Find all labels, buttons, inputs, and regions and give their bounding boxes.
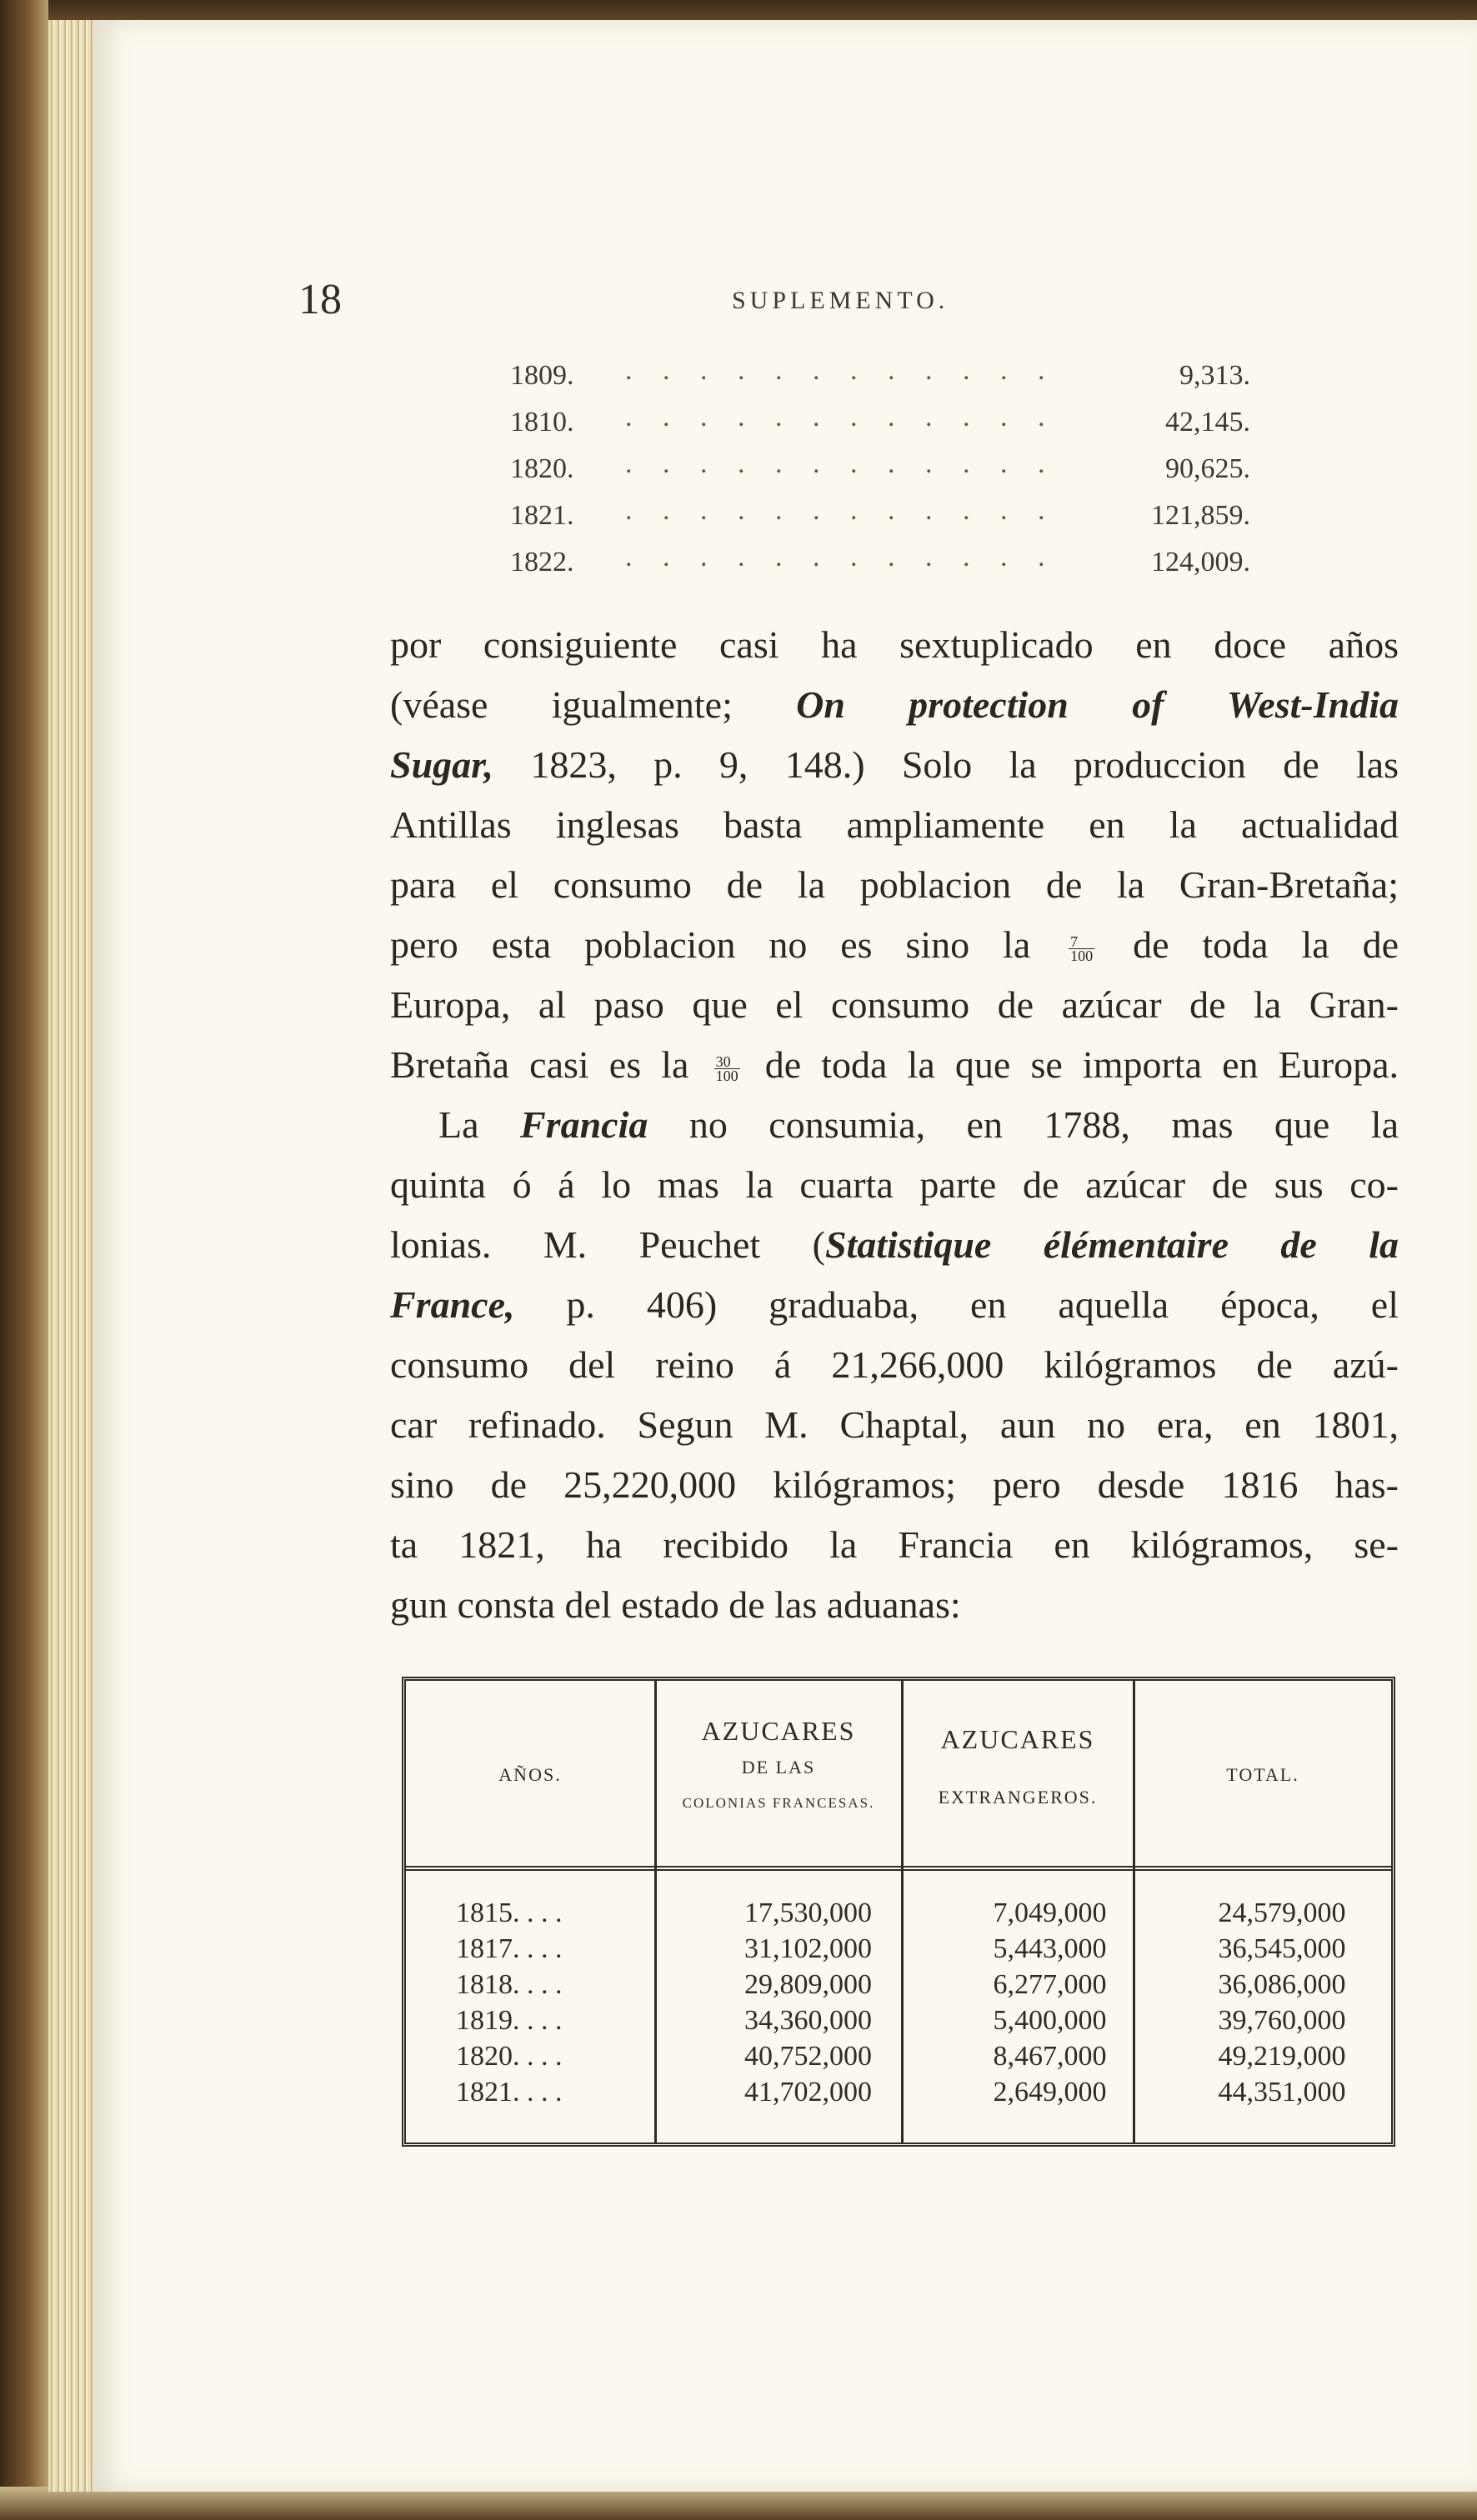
cell-year: 1818. . . . — [456, 1969, 563, 2000]
cell-extrangeros: 6,277,000 — [993, 1969, 1107, 2000]
text-span: Bretaña casi es la — [390, 1043, 709, 1086]
cell-colonias: 29,809,000 — [744, 1969, 872, 2000]
stat-year: 1822. — [510, 547, 574, 578]
fraction — [714, 1052, 740, 1084]
text-line — [390, 675, 1399, 735]
cell-total: 49,219,000 — [1218, 2041, 1346, 2072]
text-span: La — [438, 1103, 520, 1146]
text-span: 1823, p. 9, 148.) Solo la produccion de las — [493, 743, 1399, 786]
stat-value: 42,145. — [1165, 407, 1250, 438]
text-line — [390, 1275, 1399, 1335]
stat-row — [417, 542, 1250, 593]
header-total — [1134, 1764, 1391, 1786]
text-span: lonias. M. Peuchet ( — [390, 1223, 825, 1266]
year-statistics-list — [417, 355, 1250, 593]
page-number: 18 — [298, 276, 342, 323]
table-body — [406, 1898, 1391, 2112]
cell-colonias: 17,530,000 — [744, 1898, 872, 1928]
page-edges — [48, 20, 97, 2492]
body-text — [390, 615, 1399, 1635]
leader-dots: . . . . . . . . . . . . — [625, 542, 1057, 572]
text-span: Antillas inglesas basta ampliamente en la actualidad — [390, 803, 1399, 846]
running-title: SUPLEMENTO. — [732, 287, 949, 314]
citation-title: Statistique élémentaire de la — [824, 1223, 1399, 1266]
table-row — [406, 2041, 1391, 2077]
cell-total: 36,086,000 — [1218, 1969, 1346, 2000]
text-span: no consumia, en 1788, mas que la — [648, 1103, 1399, 1146]
text-span: Europa, al paso que el consumo de azúcar de la Gran- — [390, 983, 1399, 1026]
header-extrangeros-line2: EXTRANGEROS. — [938, 1787, 1098, 1808]
text-span: (véase igualmente; — [390, 683, 797, 726]
text-line — [390, 1575, 1399, 1635]
header-years — [406, 1764, 654, 1786]
header-colonias-line3: COLONIAS FRANCESAS. — [682, 1795, 875, 1811]
table-row — [406, 1969, 1391, 2005]
text-line — [390, 855, 1399, 915]
text-span: ta 1821, ha recibido la Francia en kilógramos, se- — [390, 1523, 1399, 1566]
cell-colonias: 34,360,000 — [744, 2005, 872, 2036]
cell-extrangeros: 2,649,000 — [993, 2077, 1107, 2108]
fraction-denominator: 100 — [715, 1067, 738, 1084]
fraction-numerator: 30 — [714, 1055, 740, 1069]
cell-extrangeros: 5,443,000 — [993, 1933, 1107, 1964]
cell-year: 1815. . . . — [456, 1898, 563, 1928]
stat-row — [417, 355, 1250, 407]
leader-dots: . . . . . . . . . . . . — [625, 402, 1057, 432]
page-header — [298, 275, 1024, 333]
header-colonias — [656, 1716, 901, 1812]
cell-total: 44,351,000 — [1218, 2077, 1346, 2108]
leader-dots: . . . . . . . . . . . . — [625, 448, 1057, 479]
text-line — [390, 1515, 1399, 1575]
stat-year: 1810. — [510, 407, 574, 438]
cell-year: 1817. . . . — [456, 1933, 563, 1964]
fraction-numerator: 7 — [1069, 935, 1094, 949]
leader-dots: . . . . . . . . . . . . — [625, 355, 1057, 386]
stat-year: 1821. — [510, 500, 574, 531]
text-span: consumo del reino á 21,266,000 kilógramos de azú- — [390, 1343, 1399, 1386]
header-colonias-line1: AZUCARES — [701, 1716, 856, 1746]
book-cover-spine — [0, 0, 48, 2520]
stat-row — [417, 495, 1250, 547]
text-span: de toda la de — [1099, 923, 1399, 966]
text-span: car refinado. Segun M. Chaptal, aun no era, en 1801, — [390, 1403, 1399, 1446]
text-line — [390, 615, 1399, 675]
fraction-denominator: 100 — [1070, 947, 1094, 964]
cell-extrangeros: 7,049,000 — [993, 1898, 1107, 1928]
stat-row — [417, 448, 1250, 500]
cell-year: 1819. . . . — [456, 2005, 563, 2036]
text-span: pero esta poblacion no es sino la — [390, 923, 1064, 966]
text-line — [390, 1215, 1399, 1275]
cell-year: 1821. . . . — [456, 2077, 563, 2108]
citation-title: On protection of West-India — [796, 683, 1399, 726]
text-line — [390, 795, 1399, 855]
header-rule — [406, 1866, 1391, 1871]
fraction — [1069, 932, 1094, 964]
text-span: de toda la que se importa en Europa. — [744, 1043, 1399, 1086]
cell-total: 39,760,000 — [1218, 2005, 1346, 2036]
header-extrangeros — [903, 1724, 1133, 1808]
stat-value: 121,859. — [1151, 500, 1250, 531]
text-span: gun consta del estado de las aduanas: — [390, 1583, 961, 1626]
citation-title: Sugar, — [390, 743, 494, 786]
table-row — [406, 2005, 1391, 2041]
text-span: p. 406) graduaba, en aquella época, el — [514, 1283, 1399, 1326]
text-line — [390, 1035, 1399, 1095]
header-total-label: TOTAL. — [1226, 1764, 1299, 1785]
text-span: quinta ó á lo mas la cuarta parte de azúcar de sus co- — [390, 1163, 1399, 1206]
text-span: sino de 25,220,000 kilógramos; pero desde 1816 has- — [390, 1463, 1399, 1506]
text-line — [390, 735, 1399, 795]
text-line — [390, 1155, 1399, 1215]
cell-colonias: 31,102,000 — [744, 1933, 872, 1964]
cell-colonias: 40,752,000 — [744, 2041, 872, 2072]
text-line — [390, 915, 1399, 975]
text-span: por consiguiente casi ha sextuplicado en doce años — [390, 623, 1399, 666]
text-line — [390, 1455, 1399, 1515]
stat-value: 9,313. — [1179, 360, 1250, 391]
table-row — [406, 1933, 1391, 1969]
text-line — [390, 1395, 1399, 1455]
leader-dots: . . . . . . . . . . . . — [625, 495, 1057, 526]
table-row — [406, 2077, 1391, 2112]
stat-year: 1820. — [510, 453, 574, 484]
cell-extrangeros: 8,467,000 — [993, 2041, 1107, 2072]
header-colonias-line2: DE LAS — [741, 1757, 816, 1778]
cell-colonias: 41,702,000 — [744, 2077, 872, 2108]
header-years-label: AÑOS. — [498, 1764, 562, 1785]
citation-title: France, — [390, 1283, 515, 1326]
text-span: para el consumo de la poblacion de la Gran-Bretaña; — [390, 863, 1399, 906]
text-line — [390, 975, 1399, 1035]
cell-extrangeros: 5,400,000 — [993, 2005, 1107, 2036]
stat-year: 1809. — [510, 360, 574, 391]
text-line — [390, 1095, 1399, 1155]
cell-total: 24,579,000 — [1218, 1898, 1346, 1928]
cell-year: 1820. . . . — [456, 2041, 563, 2072]
table-row — [406, 1898, 1391, 1933]
header-extrangeros-line1: AZUCARES — [940, 1724, 1095, 1754]
stat-value: 124,009. — [1151, 547, 1250, 578]
text-line — [390, 1335, 1399, 1395]
book-cover-bottom — [0, 2487, 1477, 2520]
stat-value: 90,625. — [1165, 453, 1250, 484]
cell-total: 36,545,000 — [1218, 1933, 1346, 1964]
sugar-table — [402, 1677, 1395, 2147]
emphasis: Francia — [519, 1103, 648, 1146]
stat-row — [417, 402, 1250, 453]
